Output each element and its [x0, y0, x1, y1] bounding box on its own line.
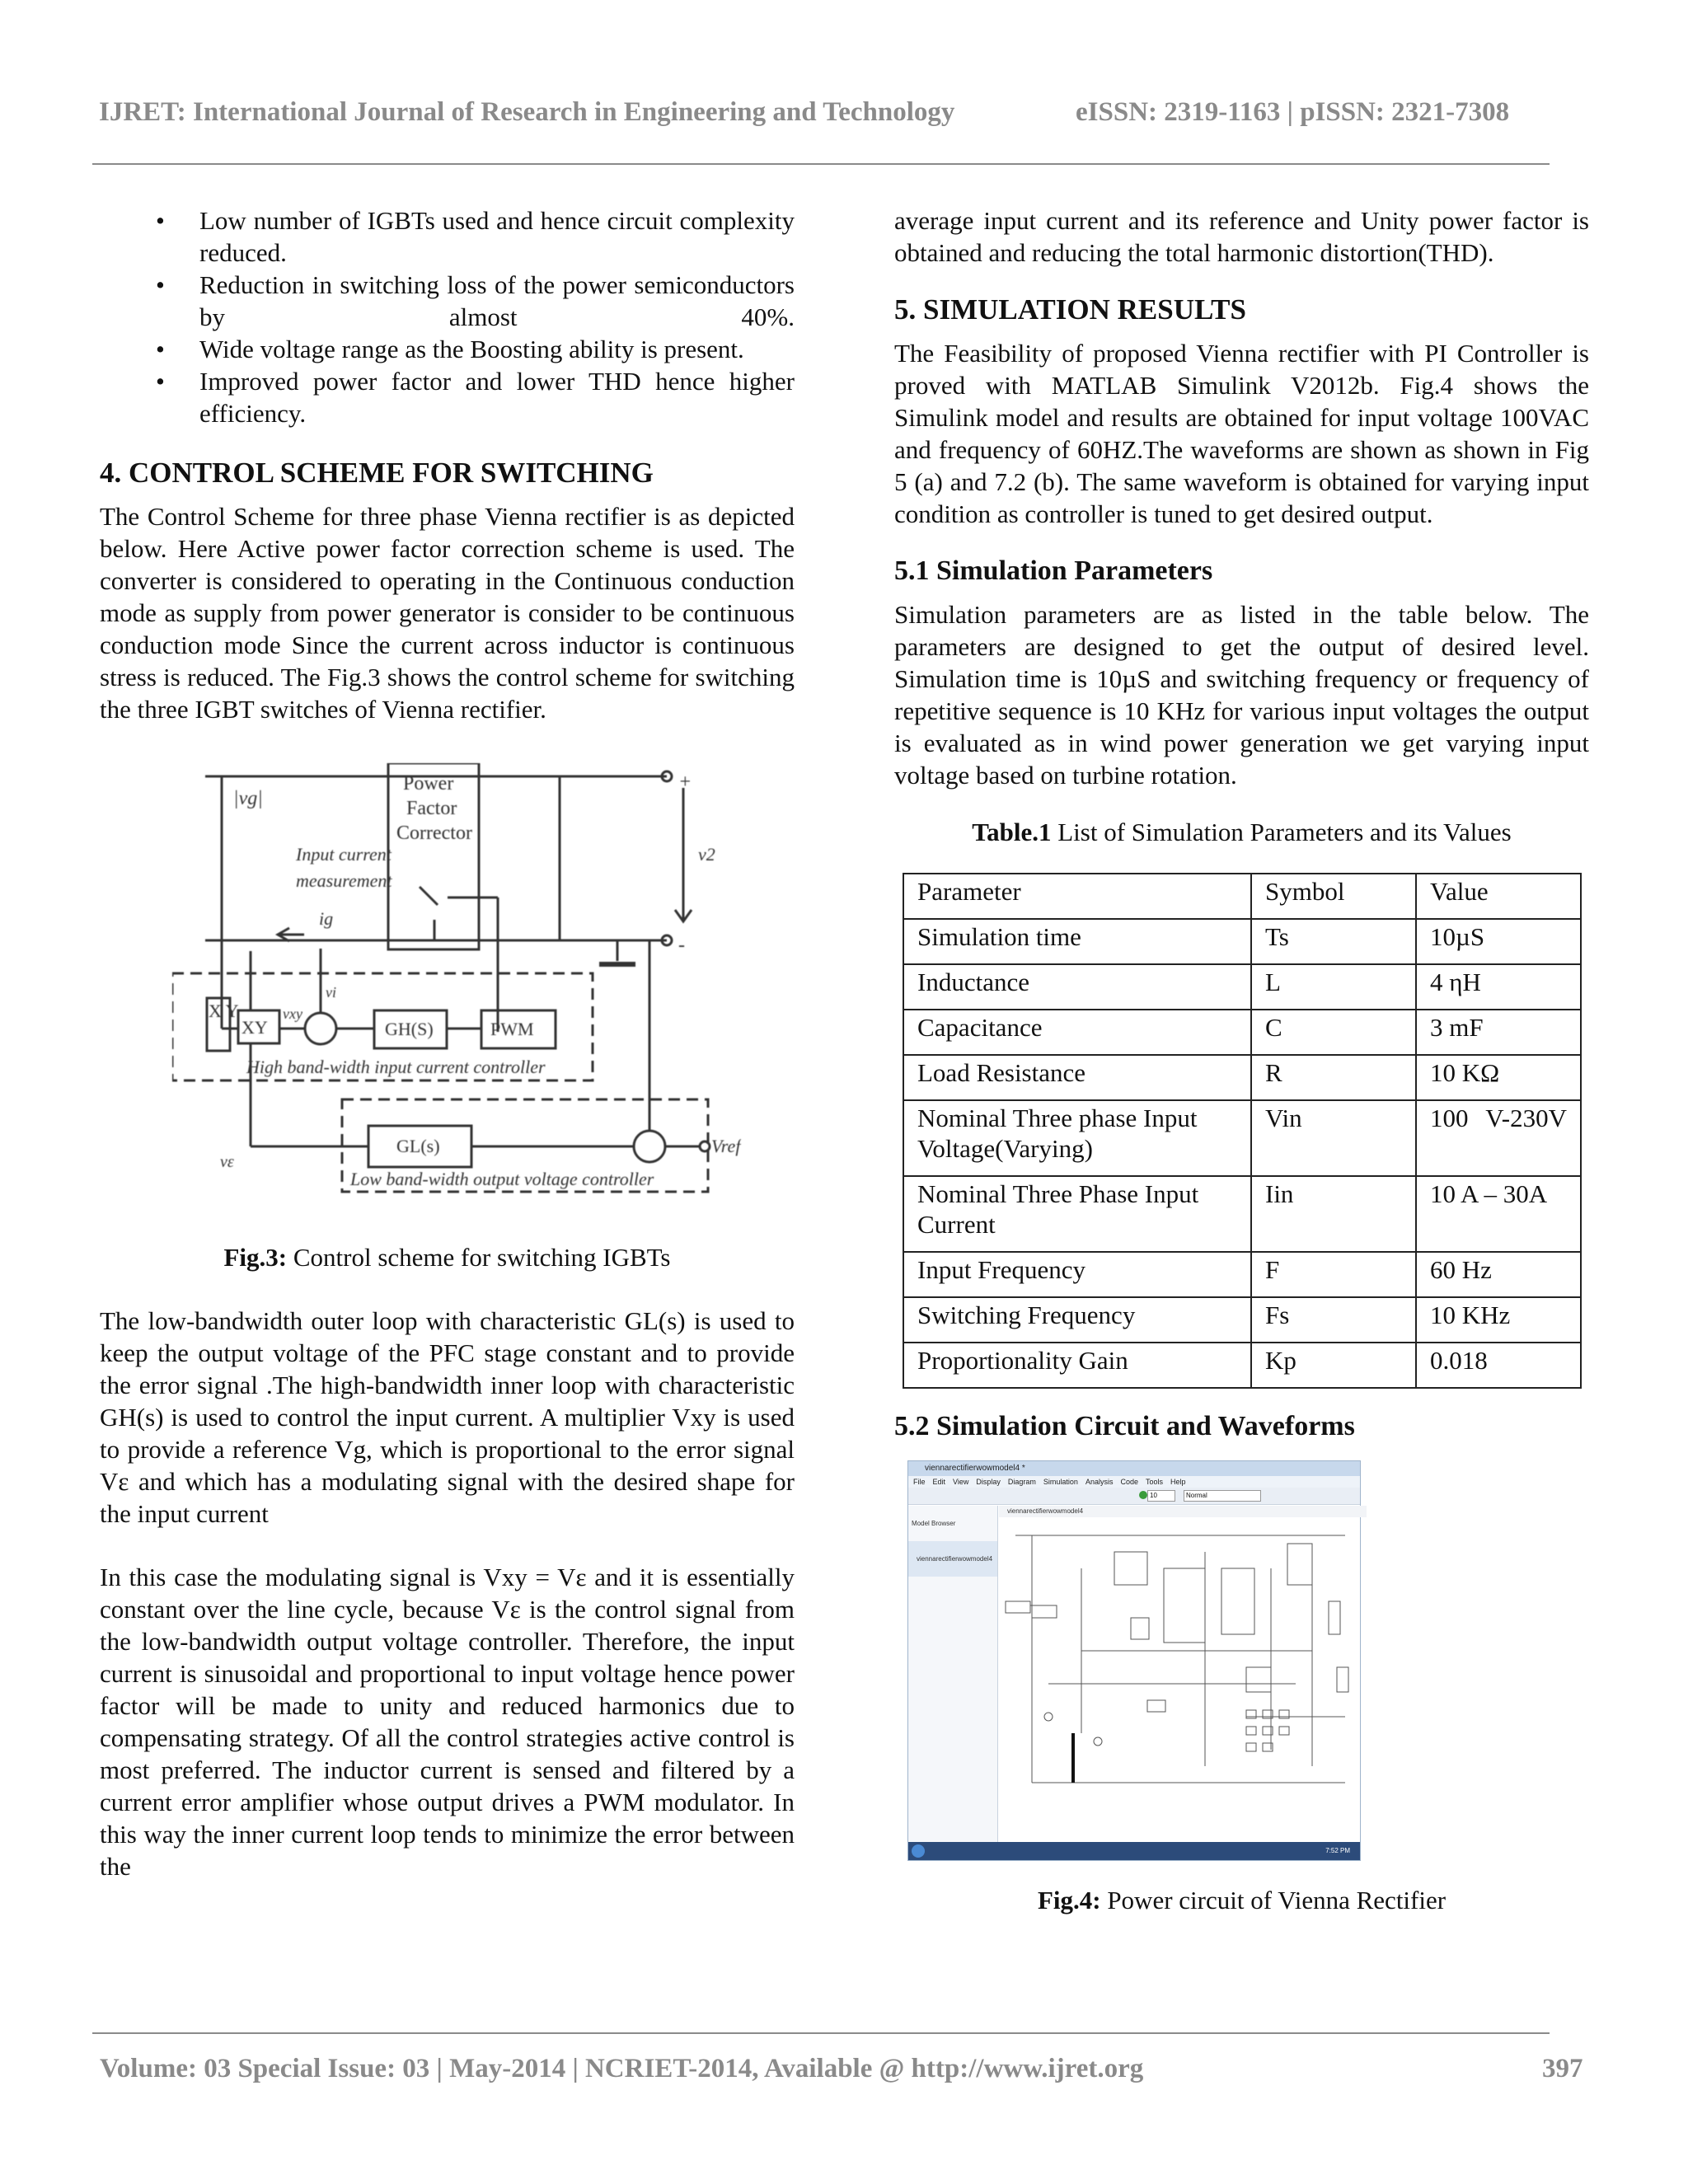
xy-block-label: XY — [241, 1017, 268, 1038]
table-cell-symbol: Kp — [1251, 1343, 1416, 1388]
model-browser-title: Model Browser — [912, 1520, 956, 1527]
table-cell-value: 0.018 — [1416, 1343, 1581, 1388]
taskbar — [908, 1842, 1360, 1860]
window-titlebar: viennarectifierwowmodel4 * — [908, 1461, 1360, 1476]
start-icon[interactable] — [912, 1844, 925, 1858]
gh-block-label: GH(S) — [385, 1019, 434, 1039]
section-5-heading: 5. SIMULATION RESULTS — [894, 293, 1246, 326]
table-row — [903, 1010, 1581, 1055]
table-cell-value: 4 ηH — [1416, 964, 1581, 1010]
vg-label: |vg| — [233, 788, 263, 809]
table-cell-parameter: Parameter — [903, 874, 1251, 919]
menu-bar — [908, 1476, 1360, 1488]
table-row — [903, 964, 1581, 1010]
taskbar-clock: 7:52 PM — [1325, 1847, 1350, 1854]
vref-label: Vref — [711, 1136, 741, 1156]
section-5-2-heading: 5.2 Simulation Circuit and Waveforms — [894, 1411, 1355, 1441]
table-cell-parameter: Input Frequency — [903, 1252, 1251, 1297]
menu-item[interactable]: File — [913, 1478, 926, 1486]
footer-rule — [92, 2032, 1550, 2034]
table-cell-parameter: Inductance — [903, 964, 1251, 1010]
table-caption-text: List of Simulation Parameters and its Values — [1057, 818, 1512, 846]
list-item: • Improved power factor and lower THD hence higher efficiency. — [100, 365, 795, 429]
section-5-paragraph: The Feasibility of proposed Vienna rectifier with PI Controller is proved with MATLAB Simulink V2012b. Fig.4 shows the Simulink model and results are obtained for input voltage 100VAC and frequency of 60HZ.The waveforms are shown as shown in Fig 5 (a) and 7.2 (b). The same waveform is obtained for varying input condition as controller is tuned to get desired output. — [894, 339, 1589, 528]
ig-label: ig — [319, 908, 334, 929]
menu-item[interactable]: Edit — [932, 1478, 946, 1486]
menu-item[interactable]: Tools — [1145, 1478, 1163, 1486]
menu-item[interactable]: Analysis — [1085, 1478, 1114, 1486]
simulink-window — [907, 1460, 1361, 1861]
control-scheme-diagram — [172, 763, 741, 1208]
table-cell-symbol: C — [1251, 1010, 1416, 1055]
table-cell-symbol: Symbol — [1251, 874, 1416, 919]
sim-mode-select[interactable]: Normal — [1184, 1490, 1261, 1502]
running-footer — [100, 2054, 1583, 2084]
section-5-1-heading: 5.1 Simulation Parameters — [894, 555, 1213, 586]
vxy-label: vxy — [283, 1005, 302, 1022]
table-cell-value: 60 Hz — [1416, 1252, 1581, 1297]
fig4-label: Fig.4: — [1037, 1886, 1101, 1915]
table-row — [903, 1100, 1581, 1176]
fig4-caption-text: Power circuit of Vienna Rectifier — [1107, 1886, 1447, 1915]
table-row — [903, 1055, 1581, 1100]
plus-sign: + — [678, 771, 692, 793]
table-cell-parameter: Nominal Three Phase Input Current — [903, 1176, 1251, 1252]
table-cell-symbol: Fs — [1251, 1297, 1416, 1343]
fig3-caption — [100, 1241, 795, 1273]
parameters-table — [903, 873, 1582, 1389]
fig3-label: Fig.3: — [223, 1243, 288, 1272]
ve-label: vε — [220, 1153, 234, 1171]
list-item: • Low number of IGBTs used and hence circuit complexity reduced. — [100, 204, 795, 269]
table-cell-value: 3 mF — [1416, 1010, 1581, 1055]
list-item: • Wide voltage range as the Boosting ability is present. — [100, 333, 795, 365]
table-cell-value: Value — [1416, 874, 1581, 919]
issn-line: eISSN: 2319-1163 | pISSN: 2321-7308 — [1076, 97, 1510, 127]
table-cell-parameter: Switching Frequency — [903, 1297, 1251, 1343]
table-cell-symbol: F — [1251, 1252, 1416, 1297]
footer-text: Volume: 03 Special Issue: 03 | May-2014 | NCRIET-2014, Available @ http://www.ijret.org — [100, 2054, 1144, 2083]
table-cell-value: 100 V-230V — [1416, 1100, 1581, 1176]
pfc-label: Power Factor Corrector — [396, 773, 472, 844]
section-4-heading: 4. CONTROL SCHEME FOR SWITCHING — [100, 457, 654, 489]
section-4-paragraph: The Control Scheme for three phase Vienna rectifier is as depicted below. Here Active power factor correction scheme is used. The converter is considered to operating in the Continuous conduction mode as supply from power generator is consider to be continuous conduction mode Since the current across inductor is continuous stress is reduced. The Fig.3 shows the control scheme for switching the three IGBT switches of Vienna rectifier. — [100, 502, 795, 724]
model-browser-item[interactable]: viennarectifierwowmodel4 — [908, 1541, 997, 1577]
menu-item[interactable]: Display — [976, 1478, 1001, 1486]
advantages-list — [100, 204, 795, 429]
model-browser — [908, 1506, 998, 1842]
table-row — [903, 1343, 1581, 1388]
paragraph-modulating: In this case the modulating signal is Vxy = Vε and it is essentially constant over the line cycle, because Vε is the control signal from the low-bandwidth output voltage controller. Therefore, the input current is sinusoidal and proportional to input voltage hence power factor will be made to unity and reduced harmonics due to compensating strategy. Of all the control strategies active control is most preferred. The inductor current is sensed and filtered by a current error amplifier whose output drives a PWM modulator. In this way the inner current loop tends to minimize the error between the — [100, 1563, 795, 1881]
table-row — [903, 1176, 1581, 1252]
table-row — [903, 1297, 1581, 1343]
menu-item[interactable]: View — [953, 1478, 969, 1486]
page-number: 397 — [1542, 2054, 1583, 2083]
table-cell-parameter: Capacitance — [903, 1010, 1251, 1055]
continued-paragraph: average input current and its reference and Unity power factor is obtained and reducing the total harmonic distortion(THD). — [894, 206, 1589, 267]
fig4-caption — [894, 1884, 1589, 1916]
xy-input-label: X Y — [209, 1001, 239, 1021]
minus-sign: - — [678, 935, 685, 956]
table-cell-value: 10µS — [1416, 919, 1581, 964]
table-cell-symbol: R — [1251, 1055, 1416, 1100]
right-column — [894, 204, 1589, 1916]
menu-item[interactable]: Code — [1120, 1478, 1138, 1486]
paragraph-loops: The low-bandwidth outer loop with characteristic GL(s) is used to keep the output voltage of the PFC stage constant and to provide the error signal .The high-bandwidth inner loop with characteristic GH(s) is used to control the input current. A multiplier Vxy is used to provide a reference Vg, which is proportional to the error signal Vε and which has a modulating signal with the desired shape for the input current — [100, 1306, 795, 1528]
table-cell-parameter: Simulation time — [903, 919, 1251, 964]
model-tab[interactable]: viennarectifierwowmodel4 — [999, 1506, 1367, 1517]
header-rule — [92, 163, 1550, 165]
table-cell-parameter: Nominal Three phase Input Voltage(Varying) — [903, 1100, 1251, 1176]
table-cell-symbol: Iin — [1251, 1176, 1416, 1252]
table-cell-symbol: Vin — [1251, 1100, 1416, 1176]
vi-label: vi — [326, 984, 336, 1001]
toolbar — [908, 1488, 1360, 1505]
list-item: • Reduction in switching loss of the power semiconductors by almost 40%. — [100, 269, 795, 333]
table-caption — [894, 816, 1589, 848]
table-cell-symbol: L — [1251, 964, 1416, 1010]
table-cell-value: 10 KHz — [1416, 1297, 1581, 1343]
gl-block-label: GL(s) — [396, 1136, 440, 1156]
menu-item[interactable]: Help — [1170, 1478, 1186, 1486]
menu-item[interactable]: Diagram — [1007, 1478, 1036, 1486]
sim-time-input[interactable]: 10 — [1147, 1490, 1175, 1502]
table-row — [903, 1252, 1581, 1297]
table-cell-value: 10 KΩ — [1416, 1055, 1581, 1100]
left-column — [100, 204, 795, 1882]
journal-title: IJRET: International Journal of Research in Engineering and Technology — [99, 97, 955, 127]
table-row — [903, 874, 1581, 919]
vo-label: v2 — [698, 844, 715, 865]
section-5-1-paragraph: Simulation parameters are as listed in the table below. The parameters are designed to get the output of desired level. Simulation time is 10µS and switching frequency or frequency of repetitive sequence is 10 KHz for various input voltages the output is evaluated as in wind power generation we get varying input voltage based on turbine rotation. — [894, 600, 1589, 790]
high-bw-label: High band-width input current controller — [246, 1057, 546, 1077]
running-header — [99, 97, 1550, 128]
input-current-label: Input current measurement — [296, 844, 392, 891]
table-cell-parameter: Load Resistance — [903, 1055, 1251, 1100]
table-label: Table.1 — [972, 818, 1052, 846]
table-cell-parameter: Proportionality Gain — [903, 1343, 1251, 1388]
low-bw-label: Low band-width output voltage controller — [350, 1169, 654, 1189]
pwm-block-label: PWM — [490, 1019, 534, 1039]
fig3-diagram — [172, 763, 741, 1208]
menu-item[interactable]: Simulation — [1043, 1478, 1078, 1486]
simulink-model-canvas — [999, 1519, 1358, 1840]
run-icon[interactable] — [1139, 1491, 1147, 1499]
table-row — [903, 919, 1581, 964]
table-cell-value: 10 A – 30A — [1416, 1176, 1581, 1252]
fig3-caption-text: Control scheme for switching IGBTs — [293, 1243, 671, 1272]
table-cell-symbol: Ts — [1251, 919, 1416, 964]
